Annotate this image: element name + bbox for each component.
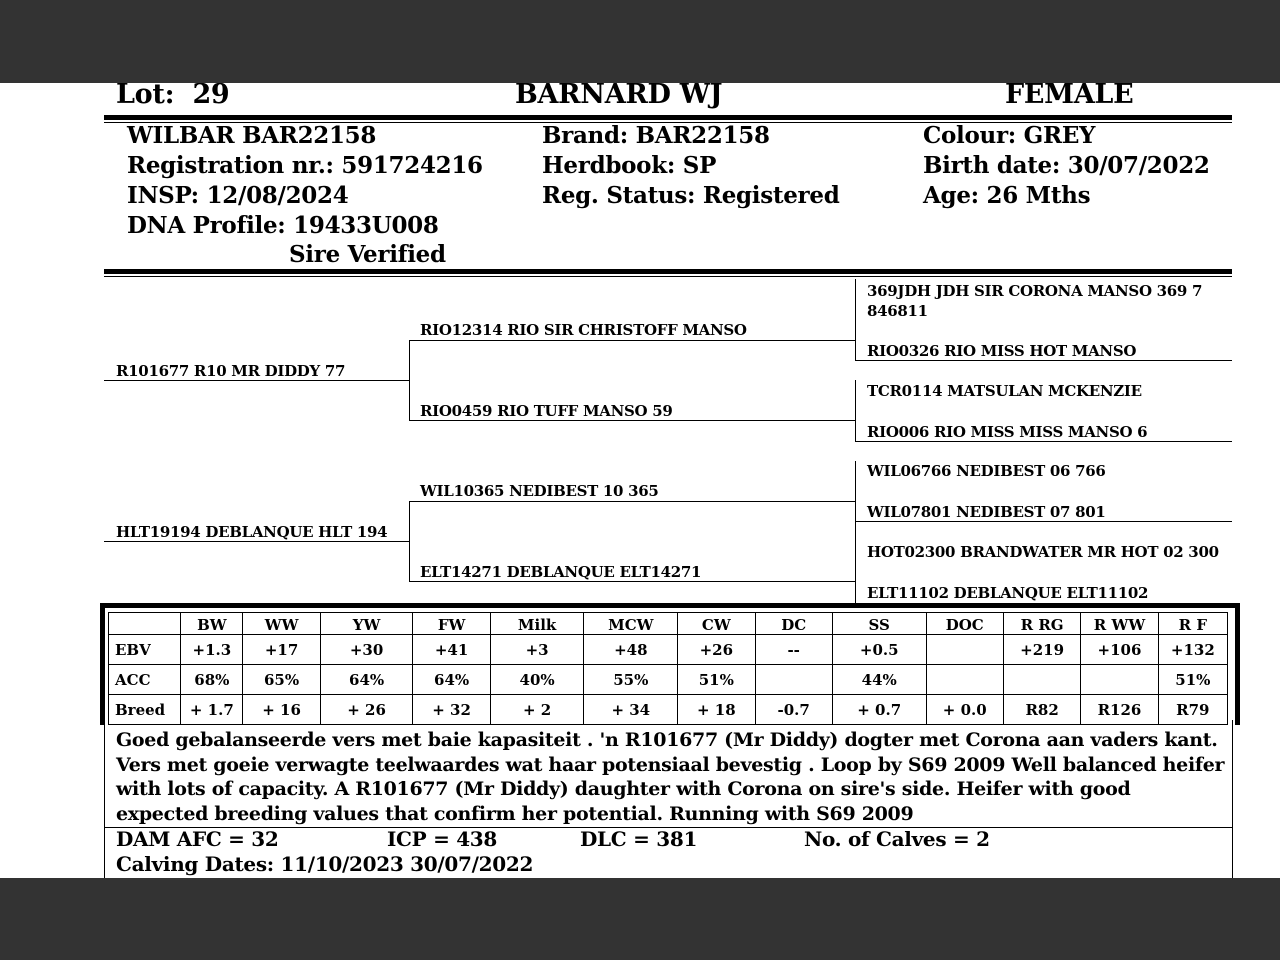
- reg-status: Reg. Status: Registered: [542, 182, 840, 209]
- ebv-cell: [926, 635, 1003, 665]
- ebv-cell: 40%: [490, 665, 584, 695]
- ebv-column-header: BW: [181, 613, 243, 635]
- gen3-line-2: [855, 360, 1232, 361]
- pedigree-gen3-8: ELT11102 DEBLANQUE ELT11102: [867, 584, 1149, 602]
- brand: Brand: BAR22158: [542, 122, 770, 149]
- ebv-column-header: [109, 613, 181, 635]
- ebv-cell: +1.3: [181, 635, 243, 665]
- gen3-bracket-3: [855, 461, 856, 542]
- pedigree-gen3-6: WIL07801 NEDIBEST 07 801: [867, 503, 1106, 521]
- pedigree-gen3-4: RIO006 RIO MISS MISS MANSO 6: [867, 423, 1148, 441]
- ebv-cell: -0.7: [755, 695, 832, 725]
- gen3-bracket-4: [855, 542, 856, 605]
- ebv-column-header: DC: [755, 613, 832, 635]
- gen3-bracket-2: [855, 380, 856, 441]
- sire-sire-line: [409, 340, 855, 341]
- birth-date: Birth date: 30/07/2022: [923, 152, 1210, 179]
- animal-sex: FEMALE: [1005, 83, 1134, 110]
- ebv-header-row: [109, 613, 1228, 635]
- ebv-cell: [1003, 665, 1080, 695]
- ebv-column-header: R F: [1158, 613, 1227, 635]
- ebv-table: [108, 612, 1228, 725]
- ebv-cell: R79: [1158, 695, 1227, 725]
- ebv-cell: + 34: [584, 695, 678, 725]
- ebv-cell: [926, 665, 1003, 695]
- ebv-cell: 51%: [1158, 665, 1227, 695]
- ebv-cell: +26: [678, 635, 755, 665]
- pedigree-sire-sire: RIO12314 RIO SIR CHRISTOFF MANSO: [420, 321, 747, 339]
- ebv-cell: 51%: [678, 665, 755, 695]
- pedigree-gen3-1: 369JDH JDH SIR CORONA MANSO 369 7 846811: [867, 282, 1203, 320]
- ebv-row-label: Breed: [109, 695, 181, 725]
- ebv-cell: [755, 665, 832, 695]
- info-rule-thick: [104, 269, 1232, 274]
- dam-sire-line: [409, 501, 855, 502]
- ebv-cell: +0.5: [832, 635, 926, 665]
- dlc: DLC = 381: [580, 827, 698, 851]
- lot-number: 29: [192, 83, 230, 110]
- ebv-cell: + 18: [678, 695, 755, 725]
- ebv-row: [109, 665, 1228, 695]
- ebv-row: [109, 635, 1228, 665]
- sire-verified: Sire Verified: [289, 241, 446, 268]
- dam-line: [104, 541, 409, 542]
- ebv-cell: + 26: [320, 695, 413, 725]
- ebv-cell: +219: [1003, 635, 1080, 665]
- ebv-cell: 44%: [832, 665, 926, 695]
- ebv-cell: +106: [1081, 635, 1158, 665]
- icp: ICP = 438: [387, 827, 498, 851]
- pedigree-dam-dam: ELT14271 DEBLANQUE ELT14271: [420, 563, 702, 581]
- calving-dates: Calving Dates: 11/10/2023 30/07/2022: [116, 852, 534, 876]
- ebv-cell: 64%: [413, 665, 490, 695]
- registration-number: Registration nr.: 591724216: [127, 152, 483, 179]
- ebv-cell: +48: [584, 635, 678, 665]
- header-rule-thick: [104, 115, 1232, 120]
- ebv-cell: + 0.7: [832, 695, 926, 725]
- sire-dam-line: [409, 420, 855, 421]
- ebv-cell: + 16: [243, 695, 320, 725]
- ebv-cell: 65%: [243, 665, 320, 695]
- pedigree-gen3-3: TCR0114 MATSULAN MCKENZIE: [867, 382, 1142, 400]
- number-of-calves: No. of Calves = 2: [804, 827, 990, 851]
- breeder-name: BARNARD WJ: [515, 83, 723, 110]
- pedigree-sire-dam: RIO0459 RIO TUFF MANSO 59: [420, 402, 673, 420]
- ebv-cell: + 2: [490, 695, 584, 725]
- ebv-column-header: Milk: [490, 613, 584, 635]
- ebv-column-header: WW: [243, 613, 320, 635]
- ebv-column-header: R RG: [1003, 613, 1080, 635]
- lot-sheet-page: [0, 83, 1280, 878]
- sire-line: [104, 380, 409, 381]
- pedigree-sire: R101677 R10 MR DIDDY 77: [116, 362, 346, 380]
- ebv-column-header: R WW: [1081, 613, 1158, 635]
- sire-bracket: [409, 340, 410, 421]
- pedigree-gen3-5: WIL06766 NEDIBEST 06 766: [867, 462, 1106, 480]
- pedigree-gen3-2: RIO0326 RIO MISS HOT MANSO: [867, 342, 1137, 360]
- ebv-cell: + 32: [413, 695, 490, 725]
- insp-date: INSP: 12/08/2024: [127, 182, 349, 209]
- ebv-cell: 68%: [181, 665, 243, 695]
- ebv-cell: +41: [413, 635, 490, 665]
- dam-afc: DAM AFC = 32: [116, 827, 279, 851]
- ebv-cell: R126: [1081, 695, 1158, 725]
- animal-name: WILBAR BAR22158: [127, 122, 377, 149]
- dna-profile: DNA Profile: 19433U008: [127, 212, 439, 239]
- ebv-cell: [1081, 665, 1158, 695]
- ebv-cell: R82: [1003, 695, 1080, 725]
- herdbook: Herdbook: SP: [542, 152, 717, 179]
- viewer-top-bar: [0, 0, 1280, 83]
- ebv-cell: + 0.0: [926, 695, 1003, 725]
- dam-dam-line: [409, 581, 855, 582]
- dam-bracket: [409, 501, 410, 582]
- ebv-cell: +30: [320, 635, 413, 665]
- lot-label: Lot: 29: [116, 83, 229, 110]
- ebv-cell: 64%: [320, 665, 413, 695]
- ebv-column-header: DOC: [926, 613, 1003, 635]
- ebv-cell: 55%: [584, 665, 678, 695]
- gen3-line-6: [855, 521, 1232, 522]
- ebv-cell: --: [755, 635, 832, 665]
- pedigree-dam: HLT19194 DEBLANQUE HLT 194: [116, 523, 388, 541]
- ebv-row-label: ACC: [109, 665, 181, 695]
- ebv-cell: +17: [243, 635, 320, 665]
- ebv-column-header: SS: [832, 613, 926, 635]
- pedigree-gen3-7: HOT02300 BRANDWATER MR HOT 02 300: [867, 543, 1219, 561]
- animal-description: Goed gebalanseerde vers met baie kapasiteit . 'n R101677 (Mr Diddy) dogter met Corona aan vaders kant. Vers met goeie verwagte teelwaardes wat haar potensiaal bevestig . Loop by S69 2009 Well balanced heifer with lots of capacity. A R101677 (Mr Diddy) daughter with Corona on sire's side. Heifer with good expected breeding values that confirm her potential. Running with S69 2009: [116, 729, 1225, 825]
- ebv-cell: + 1.7: [181, 695, 243, 725]
- ebv-column-header: FW: [413, 613, 490, 635]
- gen3-line-4: [855, 441, 1232, 442]
- viewer-bottom-bar: [0, 878, 1280, 960]
- age: Age: 26 Mths: [923, 182, 1091, 209]
- ebv-column-header: YW: [320, 613, 413, 635]
- ebv-cell: +132: [1158, 635, 1227, 665]
- info-rule-thin: [104, 276, 1232, 277]
- ebv-column-header: CW: [678, 613, 755, 635]
- ebv-column-header: MCW: [584, 613, 678, 635]
- pedigree-dam-sire: WIL10365 NEDIBEST 10 365: [420, 482, 659, 500]
- ebv-row-label: EBV: [109, 635, 181, 665]
- ebv-cell: +3: [490, 635, 584, 665]
- colour: Colour: GREY: [923, 122, 1096, 149]
- gen3-bracket-1: [855, 279, 856, 360]
